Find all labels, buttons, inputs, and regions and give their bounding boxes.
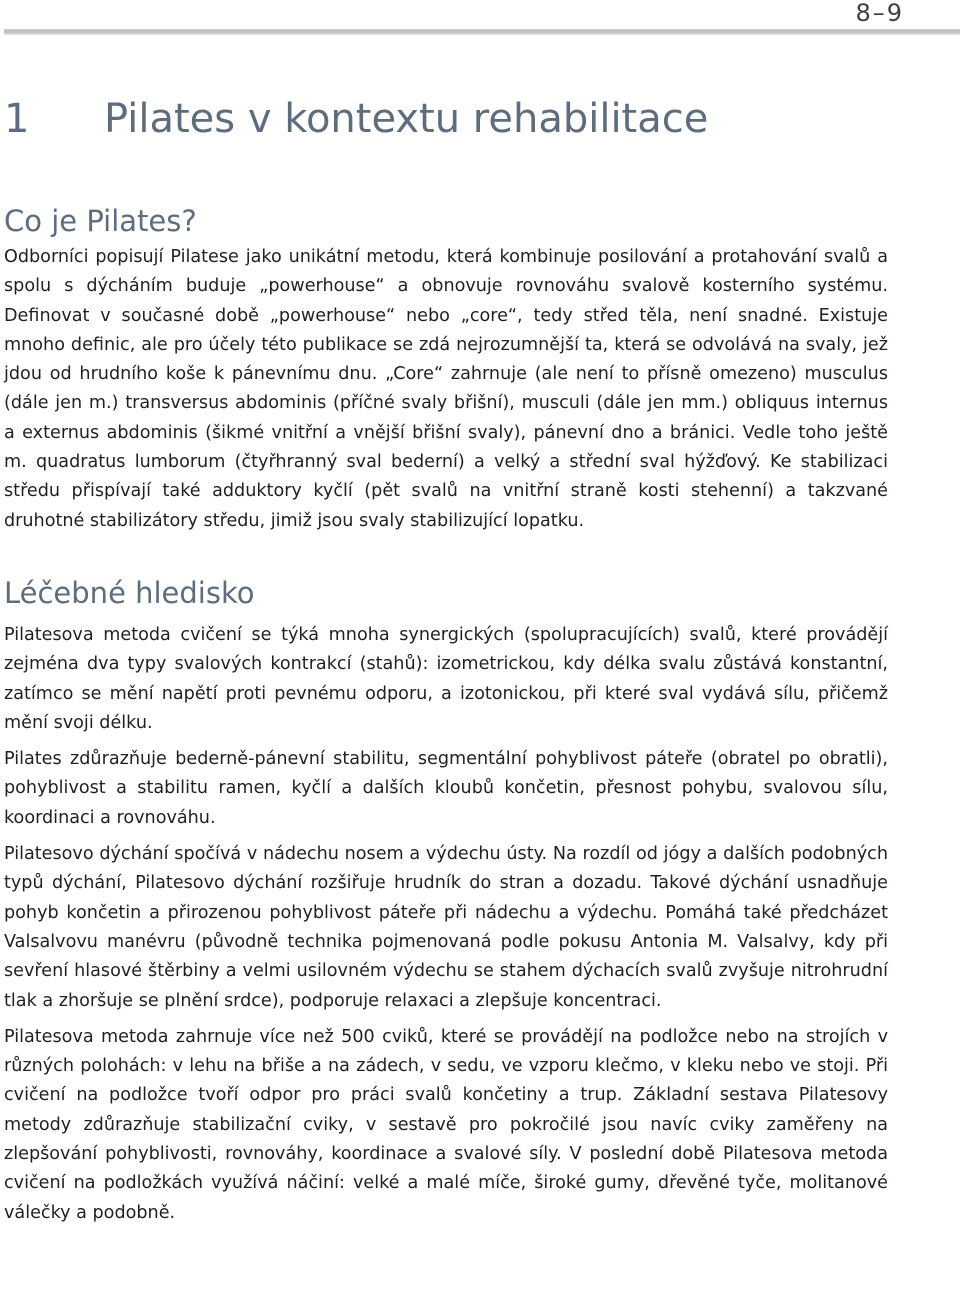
page-number: 8–9: [855, 0, 904, 27]
paragraph: Pilates zdůrazňuje bederně-pánevní stabilitu, segmentální pohyblivost páteře (obratel po obratli), pohyblivost a stabilitu ramen, kyčlí a dalších kloubů končetin, přesnost pohybu, svalovou sílu, koordinaci a rovnováhu.: [4, 749, 888, 828]
paragraph: Pilatesovo dýchání spočívá v nádechu nosem a výdechu ústy. Na rozdíl od jógy a dalších podobných typů dýchání, Pilatesovo dýchání rozšiřuje hrudník do stran a dozadu. Takové dýchání usnadňuje pohyb končetin a přirozenou pohyblivost páteře při nádechu a výdechu. Pomáhá také předcházet Valsalvovu manévru (původně technika pojmenovaná podle pokusu Antonia M. Valsalvy, kdy při sevření hlasové štěrbiny a velmi usilovném výdechu se stahem dýchacích svalů zvyšuje nitrohrudní tlak a zhoršuje se plnění srdce), podporuje relaxaci a zlepšuje koncentraci.: [4, 844, 888, 1011]
chapter-heading: [4, 96, 708, 142]
paragraph: Pilatesova metoda cvičení se týká mnoha synergických (spolupracujících) svalů, které provádějí zejména dva typy svalových kontrakcí (stahů): izometrickou, kdy délka svalu zůstává konstantní, zatímco se mění napětí proti pevnému odporu, a izotonickou, při které sval vydává sílu, přičemž mění svoji délku.: [4, 624, 888, 733]
chapter-number: 1: [4, 96, 30, 142]
section-heading: Co je Pilates?: [4, 204, 197, 238]
chapter-title: Pilates v kontextu rehabilitace: [104, 96, 709, 142]
header-rule: [4, 29, 960, 35]
paragraph: Odborníci popisují Pilatese jako unikátní metodu, která kombinuje posilování a protahování svalů a spolu s dýcháním buduje „powerhouse“ a obnovuje rovnováhu svalově kosterního systému. Definovat v současné době „powerhouse“ nebo „core“, tedy střed těla, není snadné. Existuje mnoho definic, ale pro účely této publikace se zdá nejrozumnější ta, která se odvolává na svaly, jež jdou od hrudního koše k pánevnímu dnu. „Core“ zahrnuje (ale není to přísně omezeno) musculus (dále jen m.) transversus abdominis (příčné svaly břišní), musculi (dále jen mm.) obliquus internus a externus abdominis (šikmé vnitřní a vnější břišní svaly), pánevní dno a bránici. Vedle toho ještě m. quadratus lumborum (čtyřhranný sval bederní) a velký a střední sval hýžďový. Ke stabilizaci středu přispívají také adduktory kyčlí (pět svalů na vnitřní straně kosti stehenní) a takzvané druhotné stabilizátory středu, jimiž jsou svaly stabilizující lopatku.: [4, 247, 888, 531]
section-heading: Léčebné hledisko: [4, 575, 255, 610]
page-content: [4, 200, 888, 1235]
paragraph: Pilatesova metoda zahrnuje více než 500 cviků, které se provádějí na podložce nebo na strojích v různých polohách: v lehu na břiše a na zádech, v sedu, ve vzporu klečmo, v kleku nebo ve stoji. Při cvičení na podložce tvoří odpor pro práci svalů končetiny a trup. Základní sestava Pilatesovy metody zdůrazňuje stabilizační cviky, v sestavě pro pokročilé jsou navíc cviky zaměřeny na zlepšování pohyblivosti, rovnováhy, koordinace a svalové síly. V poslední době Pilatesova metoda cvičení na podložkách využívá náčiní: velké a malé míče, široké gumy, dřevěné tyče, molitanové válečky a podobně.: [4, 1026, 888, 1223]
